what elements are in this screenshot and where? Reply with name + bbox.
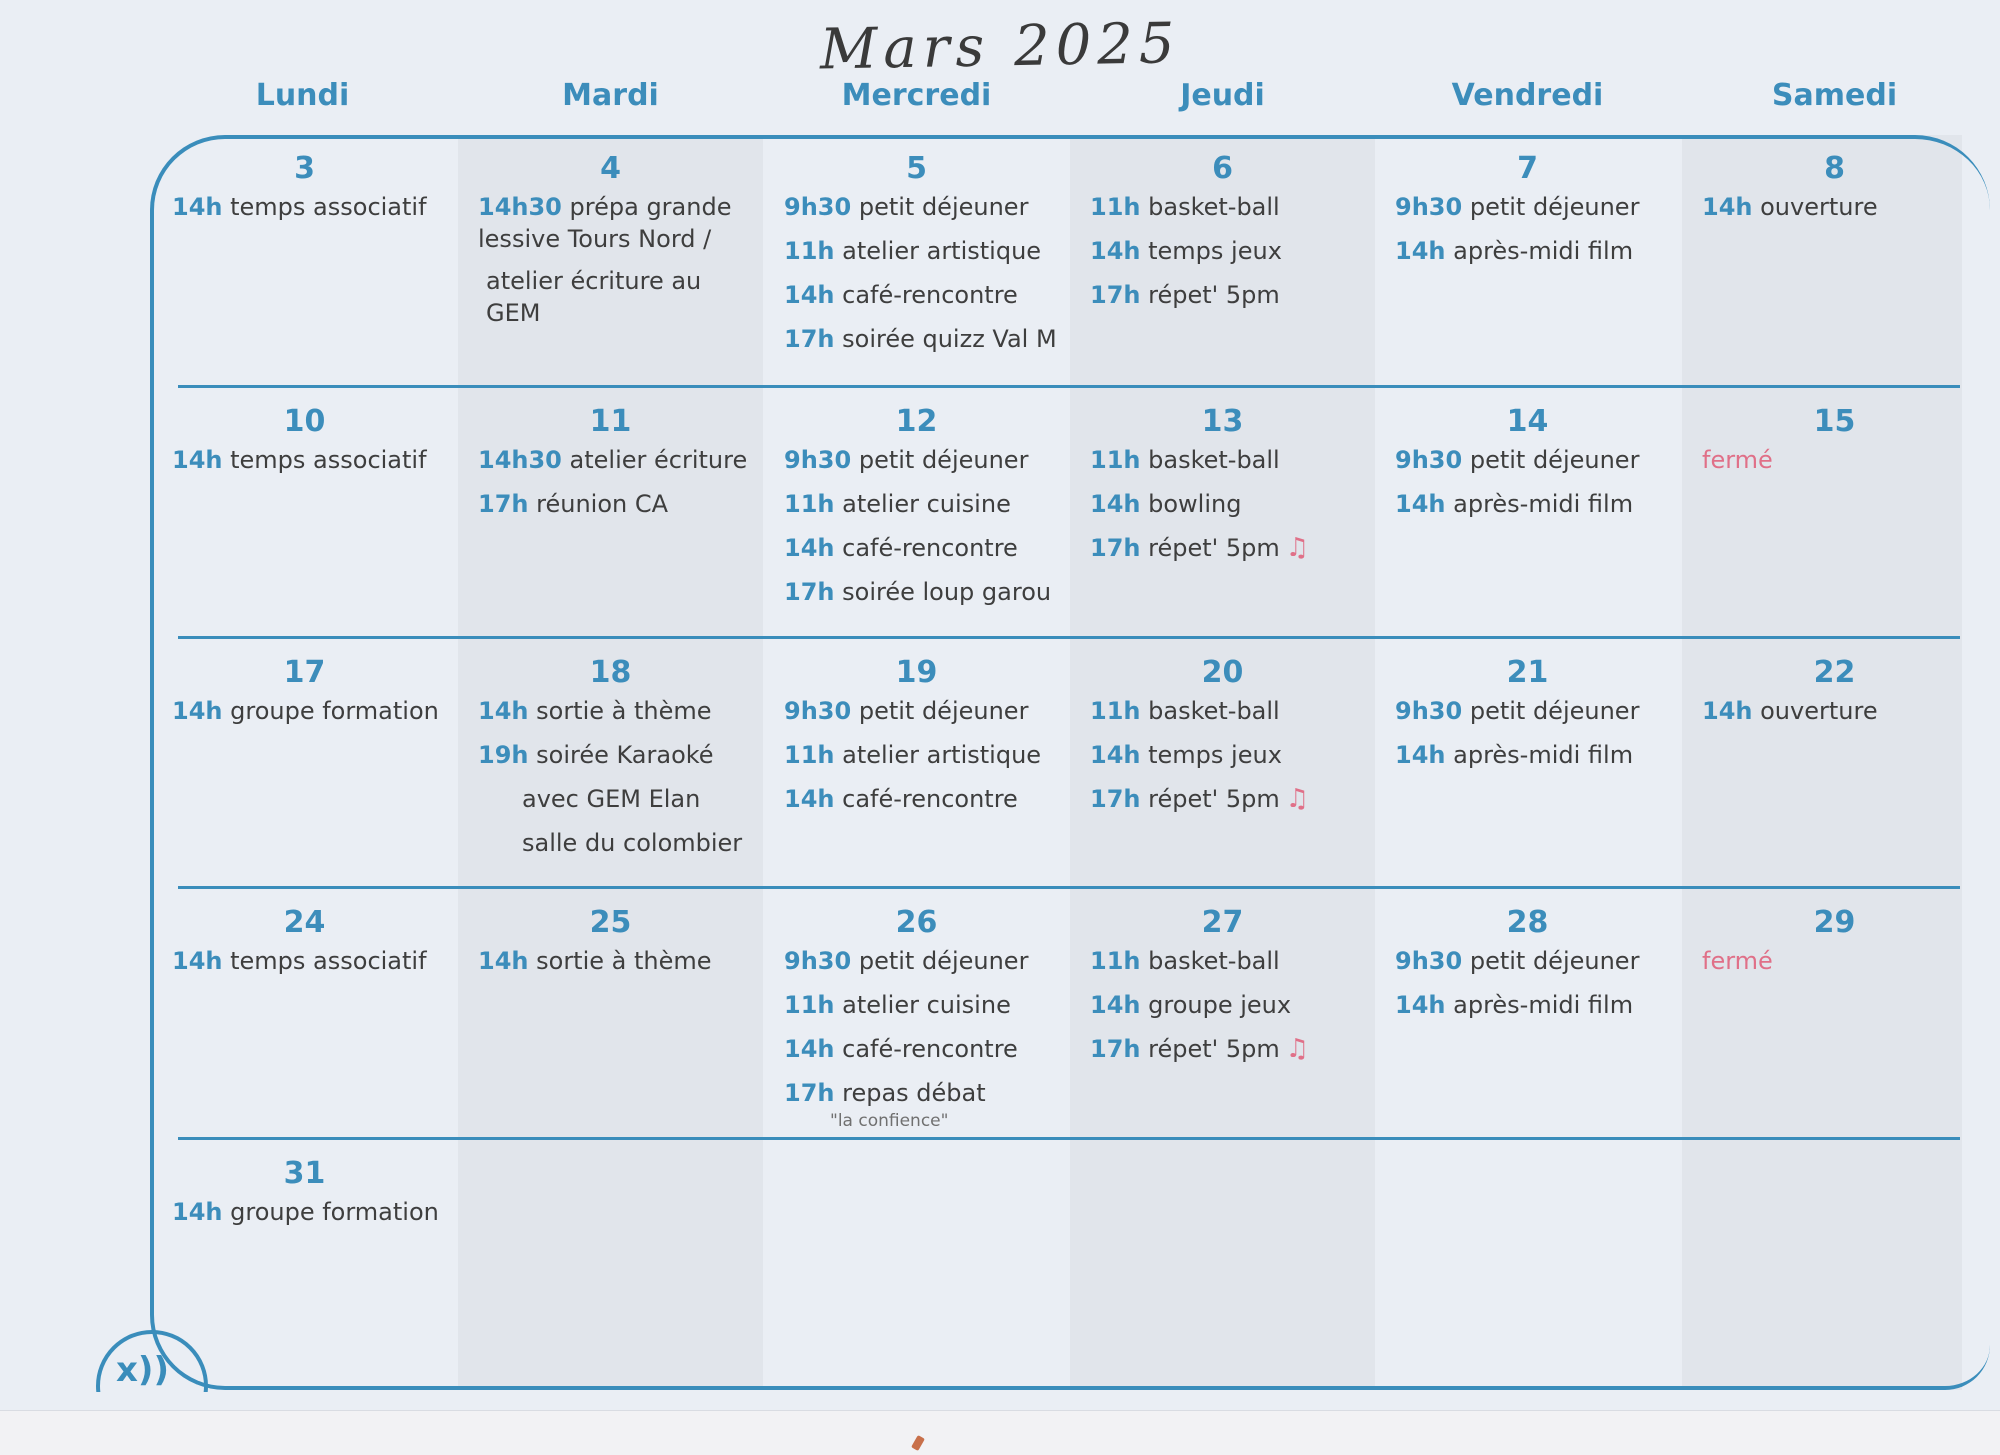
event-label: répet' 5pm	[1148, 281, 1280, 309]
event-item	[784, 783, 1069, 815]
day-number: 14	[1506, 404, 1549, 439]
event-time: 11h	[784, 741, 835, 769]
event-time: 14h	[172, 1198, 223, 1226]
event-time: 19h	[478, 741, 529, 769]
event-item	[172, 1196, 457, 1228]
event-time: 14h	[1702, 697, 1753, 725]
event-item	[1702, 945, 1987, 977]
day-number: 5	[906, 151, 927, 186]
day-cell	[764, 135, 1069, 367]
event-item	[1090, 1033, 1375, 1065]
event-label: après-midi film	[1453, 490, 1634, 518]
day-cell	[152, 889, 457, 989]
day-cell	[152, 1140, 457, 1240]
event-time: 11h	[1090, 193, 1141, 221]
event-time: 14h	[784, 281, 835, 309]
event-time: 14h	[1395, 237, 1446, 265]
event-item	[1090, 235, 1375, 267]
event-time: 17h	[1090, 1035, 1141, 1063]
event-label: atelier artistique	[842, 741, 1042, 769]
day-cell	[1070, 639, 1375, 827]
event-item	[784, 532, 1069, 564]
event-label: temps jeux	[1148, 741, 1282, 769]
event-item	[1090, 739, 1375, 771]
event-label: prépa grande lessive Tours Nord /	[478, 193, 732, 253]
event-time: 17h	[784, 1079, 835, 1107]
page-title: Mars 2025	[819, 11, 1182, 83]
day-cell	[1375, 639, 1680, 783]
event-label: bowling	[1148, 490, 1242, 518]
event-label: atelier artistique	[842, 237, 1042, 265]
day-number: 15	[1813, 404, 1856, 439]
event-item	[1090, 695, 1375, 727]
event-item	[1395, 235, 1680, 267]
event-label: café-rencontre	[842, 785, 1018, 813]
day-number: 6	[1212, 151, 1233, 186]
event-item	[784, 1033, 1069, 1065]
day-number: 29	[1813, 905, 1856, 940]
event-label: atelier cuisine	[842, 490, 1011, 518]
day-number: 11	[589, 404, 632, 439]
event-time: 11h	[1090, 697, 1141, 725]
event-time: 17h	[478, 490, 529, 518]
day-cell	[1375, 135, 1680, 279]
day-number: 19	[895, 655, 938, 690]
event-item	[784, 945, 1069, 977]
event-label: groupe formation	[230, 1198, 439, 1226]
event-time: 17h	[784, 578, 835, 606]
event-time: 14h	[172, 697, 223, 725]
event-time: 11h	[1090, 446, 1141, 474]
event-item	[1395, 488, 1680, 520]
event-time: 14h30	[478, 193, 562, 221]
event-item	[478, 488, 763, 520]
day-cell	[1070, 889, 1375, 1077]
event-label: répet' 5pm	[1148, 1035, 1280, 1063]
event-label: petit déjeuner	[1469, 697, 1640, 725]
event-detail: avec GEM Elan	[522, 785, 701, 813]
event-item	[1090, 783, 1375, 815]
event-item	[784, 279, 1069, 311]
event-item	[1090, 945, 1375, 977]
event-time: 9h30	[1395, 947, 1463, 975]
event-label: après-midi film	[1453, 991, 1634, 1019]
day-cell	[1375, 388, 1680, 532]
day-number: 22	[1813, 655, 1856, 690]
event-time: 14h30	[478, 446, 562, 474]
event-item	[486, 265, 756, 329]
closed-label: fermé	[1702, 446, 1773, 474]
day-number: 20	[1201, 655, 1244, 690]
event-time: 9h30	[784, 697, 852, 725]
event-label: basket-ball	[1148, 947, 1280, 975]
event-item	[784, 191, 1069, 223]
day-cell	[1682, 135, 1987, 235]
event-item	[1702, 695, 1987, 727]
event-label: temps associatif	[230, 446, 427, 474]
event-time: 14h	[1090, 237, 1141, 265]
event-time: 9h30	[1395, 446, 1463, 474]
event-label: groupe jeux	[1148, 991, 1292, 1019]
event-label: petit déjeuner	[1469, 193, 1640, 221]
event-label: petit déjeuner	[858, 697, 1029, 725]
event-label: café-rencontre	[842, 1035, 1018, 1063]
event-item	[478, 191, 748, 255]
day-cell	[1070, 388, 1375, 576]
event-label: petit déjeuner	[1469, 446, 1640, 474]
dayhead-lundi: Lundi	[255, 78, 350, 113]
day-cell	[764, 388, 1069, 620]
event-label: petit déjeuner	[858, 446, 1029, 474]
day-cell	[458, 135, 763, 339]
event-label: atelier écriture au GEM	[486, 267, 702, 327]
day-cell	[458, 388, 763, 532]
day-cell	[458, 889, 763, 989]
event-label: petit déjeuner	[858, 947, 1029, 975]
closed-label: fermé	[1702, 947, 1773, 975]
event-time: 14h	[1395, 991, 1446, 1019]
event-label: après-midi film	[1453, 237, 1634, 265]
event-item	[784, 323, 1069, 355]
event-label: temps associatif	[230, 947, 427, 975]
event-item	[478, 739, 763, 771]
event-item	[1090, 989, 1375, 1021]
event-time: 14h	[1395, 490, 1446, 518]
music-note-icon: ♫	[1285, 784, 1310, 814]
day-cell	[152, 639, 457, 739]
event-item	[478, 945, 763, 977]
event-item	[172, 191, 457, 223]
dayhead-mercredi: Mercredi	[841, 78, 992, 113]
event-time: 14h	[784, 1035, 835, 1063]
event-label: soirée Karaoké	[536, 741, 714, 769]
day-number: 28	[1506, 905, 1549, 940]
event-label: répet' 5pm	[1148, 534, 1280, 562]
event-time: 9h30	[1395, 697, 1463, 725]
event-label: temps associatif	[230, 193, 427, 221]
event-label: basket-ball	[1148, 193, 1280, 221]
event-item	[172, 444, 457, 476]
event-time: 14h	[784, 534, 835, 562]
event-label: sortie à thème	[536, 697, 712, 725]
event-item	[1090, 279, 1375, 311]
event-label: ouverture	[1760, 193, 1878, 221]
event-time: 9h30	[784, 193, 852, 221]
event-time: 14h	[1702, 193, 1753, 221]
event-item	[784, 695, 1069, 727]
day-number: 24	[283, 905, 326, 940]
day-number: 8	[1824, 151, 1845, 186]
event-item	[1090, 191, 1375, 223]
event-time: 14h	[172, 446, 223, 474]
event-label: sortie à thème	[536, 947, 712, 975]
event-label: petit déjeuner	[858, 193, 1029, 221]
event-time: 11h	[784, 490, 835, 518]
event-label: basket-ball	[1148, 446, 1280, 474]
event-label: ouverture	[1760, 697, 1878, 725]
day-cell	[458, 639, 763, 871]
dayhead-vendredi: Vendredi	[1451, 78, 1604, 113]
dayhead-jeudi: Jeudi	[1180, 78, 1265, 113]
day-cell	[1682, 889, 1987, 989]
scan-edge	[0, 1410, 2000, 1455]
event-label: après-midi film	[1453, 741, 1634, 769]
day-number: 10	[283, 404, 326, 439]
event-label: temps jeux	[1148, 237, 1282, 265]
event-time: 14h	[478, 947, 529, 975]
event-time: 9h30	[784, 446, 852, 474]
event-time: 14h	[1090, 741, 1141, 769]
event-item	[1395, 191, 1680, 223]
event-time: 14h	[172, 947, 223, 975]
event-time: 9h30	[784, 947, 852, 975]
day-number: 25	[589, 905, 632, 940]
day-cell	[1682, 639, 1987, 739]
event-time: 17h	[1090, 534, 1141, 562]
event-item	[784, 235, 1069, 267]
day-cell	[152, 388, 457, 488]
event-label: réunion CA	[536, 490, 669, 518]
event-label: café-rencontre	[842, 534, 1018, 562]
dayhead-mardi: Mardi	[562, 78, 659, 113]
event-item	[1395, 695, 1680, 727]
day-cell	[764, 889, 1069, 1131]
day-number: 13	[1201, 404, 1244, 439]
event-item	[784, 1077, 1069, 1109]
event-time: 9h30	[1395, 193, 1463, 221]
event-label: petit déjeuner	[1469, 947, 1640, 975]
event-time: 11h	[1090, 947, 1141, 975]
event-label: soirée loup garou	[842, 578, 1052, 606]
day-number: 12	[895, 404, 938, 439]
event-time: 17h	[1090, 281, 1141, 309]
event-label: basket-ball	[1148, 697, 1280, 725]
day-number: 26	[895, 905, 938, 940]
event-item	[1395, 739, 1680, 771]
dayhead-samedi: Samedi	[1771, 78, 1898, 113]
music-note-icon: ♫	[1285, 533, 1310, 563]
event-label: repas débat	[842, 1079, 986, 1107]
event-time: 17h	[1090, 785, 1141, 813]
event-item	[784, 739, 1069, 771]
event-item	[1395, 945, 1680, 977]
event-time: 14h	[1395, 741, 1446, 769]
event-item	[1395, 989, 1680, 1021]
event-item	[1090, 488, 1375, 520]
event-time: 14h	[478, 697, 529, 725]
event-label: café-rencontre	[842, 281, 1018, 309]
day-number: 31	[283, 1156, 326, 1191]
event-item	[1090, 444, 1375, 476]
day-cell	[1682, 388, 1987, 488]
gem-logo-icon: x))	[96, 1330, 208, 1392]
event-item	[784, 989, 1069, 1021]
event-item	[1702, 444, 1987, 476]
event-item	[784, 488, 1069, 520]
event-item	[784, 444, 1069, 476]
event-item	[784, 576, 1069, 608]
event-item	[1702, 191, 1987, 223]
day-cell	[764, 639, 1069, 827]
event-item	[478, 444, 763, 476]
event-label: atelier cuisine	[842, 991, 1011, 1019]
day-cell	[1375, 889, 1680, 1033]
event-time: 14h	[1090, 991, 1141, 1019]
event-time: 17h	[784, 325, 835, 353]
event-item	[478, 695, 763, 727]
event-label: soirée quizz Val M	[842, 325, 1057, 353]
day-number: 21	[1506, 655, 1549, 690]
event-item	[1395, 444, 1680, 476]
day-cell	[152, 135, 457, 235]
day-number: 3	[294, 151, 315, 186]
event-time: 14h	[1090, 490, 1141, 518]
event-subtitle: "la confience"	[830, 1111, 949, 1131]
music-note-icon: ♫	[1285, 1034, 1310, 1064]
event-item	[172, 945, 457, 977]
day-number: 27	[1201, 905, 1244, 940]
day-number: 17	[283, 655, 326, 690]
event-item	[1090, 532, 1375, 564]
day-number: 7	[1517, 151, 1538, 186]
day-cell	[1070, 135, 1375, 323]
event-time: 14h	[784, 785, 835, 813]
day-number: 4	[600, 151, 621, 186]
event-time: 14h	[172, 193, 223, 221]
event-label: répet' 5pm	[1148, 785, 1280, 813]
event-time: 11h	[784, 991, 835, 1019]
event-time: 11h	[784, 237, 835, 265]
event-label: atelier écriture	[569, 446, 748, 474]
event-detail: salle du colombier	[522, 829, 743, 857]
event-item	[172, 695, 457, 727]
event-label: groupe formation	[230, 697, 439, 725]
day-number: 18	[589, 655, 632, 690]
